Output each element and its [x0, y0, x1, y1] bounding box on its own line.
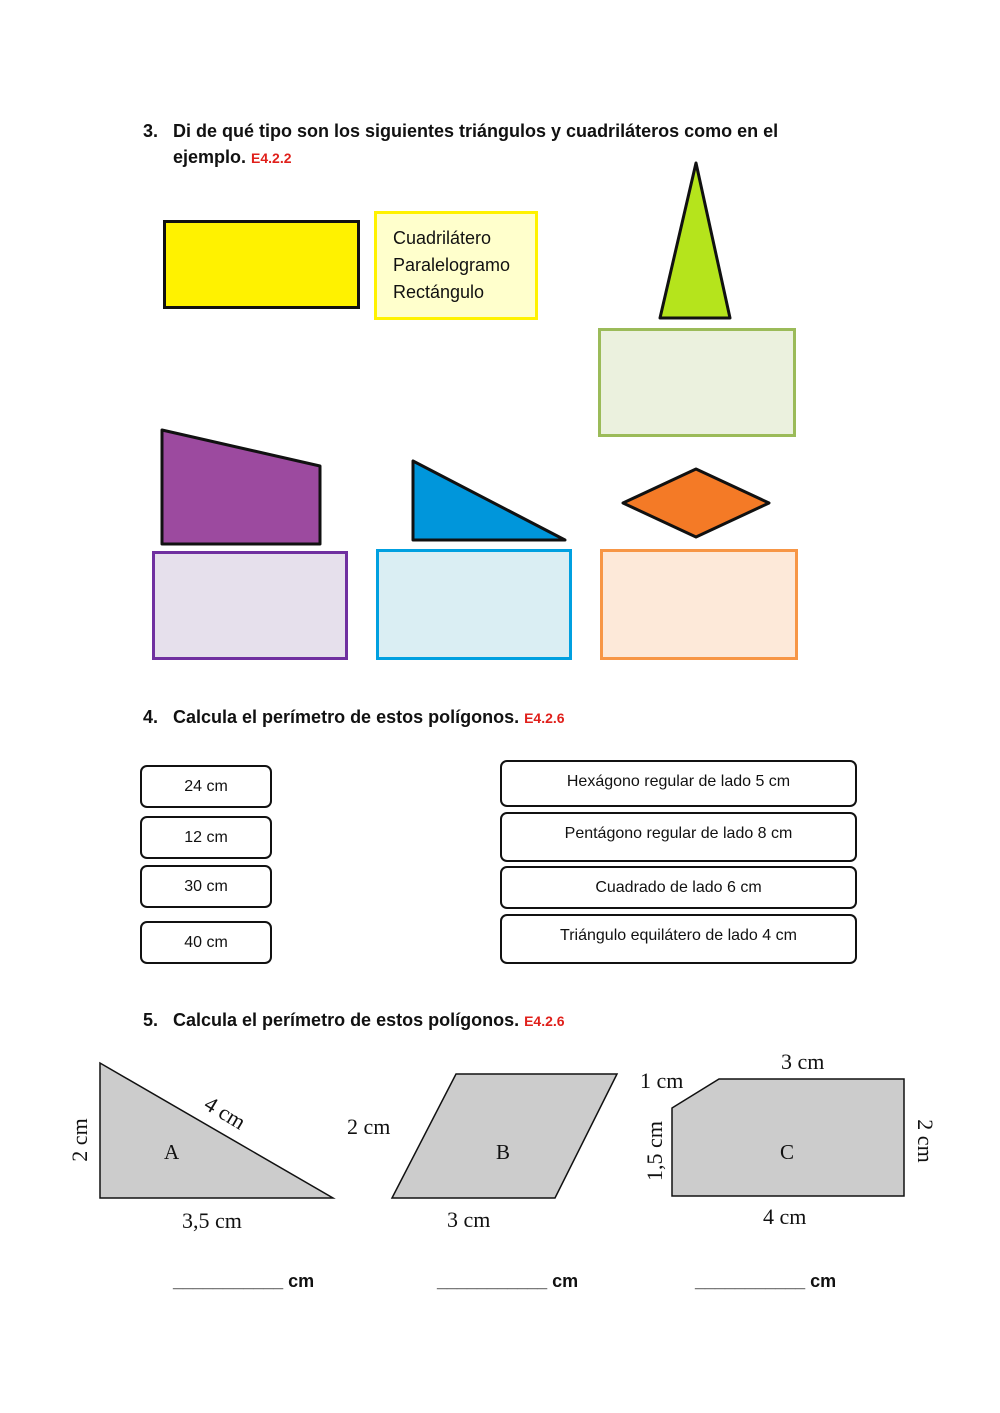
question-4-text: Calcula el perímetro de estos polígonos.	[173, 707, 520, 727]
example-line-3: Rectángulo	[393, 282, 485, 302]
blue-answer-box[interactable]	[376, 549, 572, 660]
polygon-b-parallelogram	[380, 1065, 620, 1205]
description-option-1[interactable]: Hexágono regular de lado 5 cm	[500, 760, 857, 807]
polygon-c-side-left: 1,5 cm	[642, 1121, 667, 1181]
yellow-rectangle-shape	[163, 220, 360, 309]
value-option-2[interactable]: 12 cm	[140, 816, 272, 859]
question-5-code: E4.2.6	[524, 1013, 565, 1029]
polygon-c-pentagon	[660, 1070, 910, 1200]
green-triangle-shape	[650, 158, 742, 324]
question-3-text-line1: Di de qué tipo son los siguientes triángulos y cuadriláteros como en el	[173, 121, 779, 141]
answer-a-blank[interactable]: ___________	[173, 1271, 284, 1291]
answer-c[interactable]	[695, 1271, 836, 1292]
polygon-c-side-bottom: 4 cm	[763, 1204, 807, 1229]
question-5-text: Calcula el perímetro de estos polígonos.	[173, 1010, 520, 1030]
polygon-c-side-cut: 1 cm	[640, 1068, 684, 1093]
orange-answer-box[interactable]	[600, 549, 798, 660]
answer-b-blank[interactable]: ___________	[437, 1271, 548, 1291]
polygon-a-side-left: 2 cm	[67, 1118, 92, 1162]
answer-b-unit: cm	[552, 1271, 579, 1291]
polygon-b-label: B	[496, 1140, 511, 1164]
question-5-heading	[143, 1007, 843, 1034]
description-option-4[interactable]: Triángulo equilátero de lado 4 cm	[500, 914, 857, 964]
example-line-1: Cuadrilátero	[393, 228, 492, 248]
polygon-b-side-left: 2 cm	[347, 1114, 391, 1139]
description-option-3[interactable]: Cuadrado de lado 6 cm	[500, 866, 857, 909]
polygon-c-side-right: 2 cm	[913, 1119, 938, 1163]
answer-c-unit: cm	[810, 1271, 837, 1291]
purple-answer-box[interactable]	[152, 551, 348, 660]
question-4-code: E4.2.6	[524, 710, 565, 726]
polygon-a-label: A	[164, 1140, 180, 1164]
polygon-a-side-hypotenuse: 4 cm	[200, 1090, 251, 1135]
polygon-c-side-top: 3 cm	[781, 1049, 825, 1074]
polygon-c-label: C	[780, 1140, 795, 1164]
value-option-3[interactable]: 30 cm	[140, 865, 272, 908]
question-3-code: E4.2.2	[251, 150, 292, 166]
example-answer-box	[374, 211, 538, 320]
answer-b[interactable]	[437, 1271, 578, 1292]
example-line-2: Paralelogramo	[393, 255, 511, 275]
answer-a[interactable]	[173, 1271, 314, 1292]
question-3-text-line2: ejemplo.	[173, 147, 247, 167]
value-option-1[interactable]: 24 cm	[140, 765, 272, 808]
answer-a-unit: cm	[288, 1271, 315, 1291]
question-4-number: 4.	[143, 707, 159, 727]
green-answer-box[interactable]	[598, 328, 796, 437]
purple-trapezoid-shape	[155, 424, 327, 550]
question-3-number: 3.	[143, 121, 159, 141]
blue-triangle-shape	[405, 455, 573, 547]
answer-c-blank[interactable]: ___________	[695, 1271, 806, 1291]
polygon-a-triangle	[0, 1050, 340, 1210]
orange-rhombus-shape	[616, 464, 776, 544]
polygon-b-side-bottom: 3 cm	[447, 1207, 491, 1232]
description-option-2[interactable]: Pentágono regular de lado 8 cm	[500, 812, 857, 862]
polygon-a-side-bottom: 3,5 cm	[182, 1208, 242, 1233]
value-option-4[interactable]: 40 cm	[140, 921, 272, 964]
question-4-heading	[143, 704, 843, 731]
question-3-heading	[143, 118, 873, 171]
question-5-number: 5.	[143, 1010, 159, 1030]
